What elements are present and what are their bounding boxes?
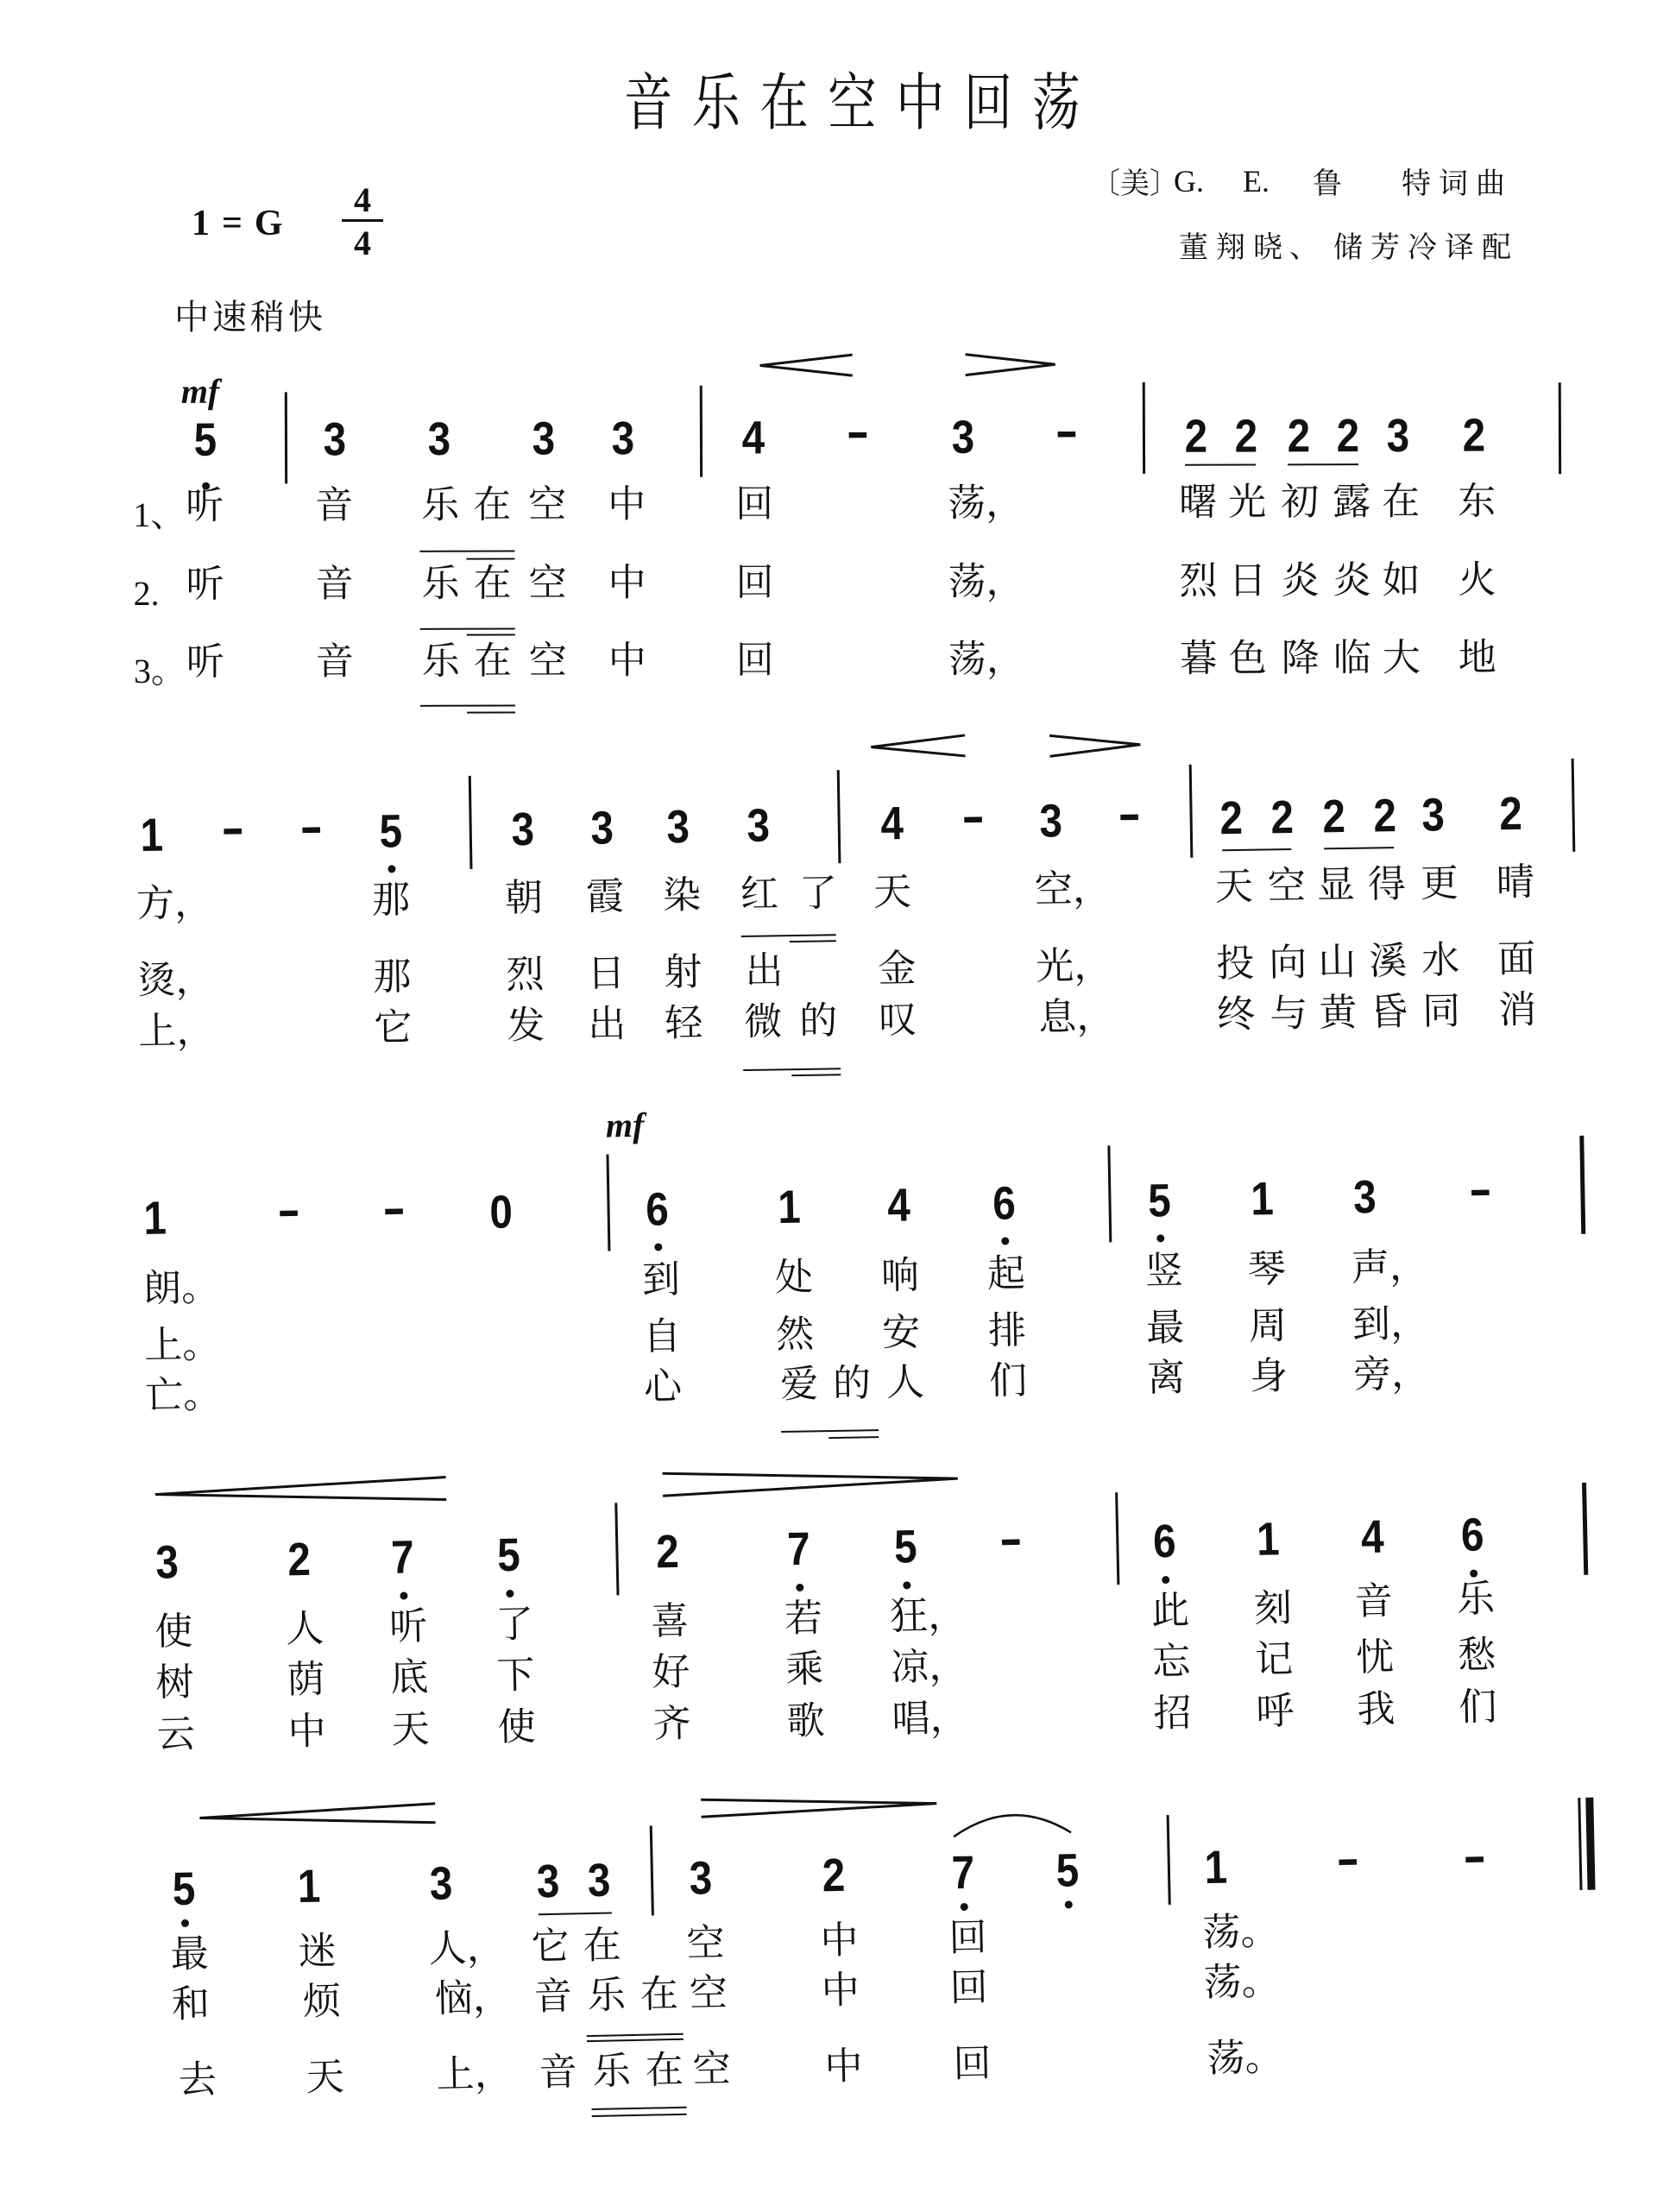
verse-number: 3。 — [133, 651, 186, 691]
lyric-syllable: 回 — [735, 638, 774, 683]
lyric-syllable: 那 — [371, 878, 411, 923]
low-octave-dot — [180, 1919, 188, 1926]
note: 3 — [1386, 409, 1410, 462]
lyric-syllable: 处 — [774, 1255, 814, 1301]
lyric-syllable: 霞 — [585, 874, 625, 919]
lyric-syllable: 了 — [495, 1602, 534, 1648]
lyric-syllable: 安 — [881, 1310, 921, 1355]
lyric-syllable: 乐 — [1456, 1577, 1496, 1623]
lyric-syllable: 它 — [531, 1924, 570, 1969]
lyric-syllable: 荡， — [948, 559, 1024, 604]
verse-number: 1、 — [133, 495, 186, 535]
lyric-syllable: 此 — [1150, 1588, 1190, 1634]
lyric-syllable: 招 — [1152, 1691, 1193, 1736]
lyric-syllable: 空， — [1034, 867, 1112, 912]
low-octave-dot — [960, 1902, 967, 1910]
note: 3 — [429, 1857, 453, 1910]
lyric-syllable: 响 — [880, 1253, 920, 1298]
lyric-syllable: 到 — [641, 1257, 681, 1302]
lyric-syllable: 中 — [608, 638, 646, 684]
lyric-syllable: 齐 — [652, 1701, 692, 1747]
lyric-syllable: 刻 — [1253, 1586, 1293, 1631]
note: 2 — [1287, 410, 1311, 463]
lyric-syllable: 回 — [949, 1965, 989, 2011]
lyric-syllable: 乐在 — [421, 482, 526, 527]
lyric-syllable: 底 — [389, 1654, 429, 1700]
lyric-syllable: 红了 — [740, 870, 859, 917]
lyric-syllable: 声， — [1351, 1244, 1428, 1290]
lyric-syllable: 心 — [643, 1364, 683, 1409]
rest: 0 — [488, 1186, 513, 1238]
lyric-syllable: 烦 — [302, 1979, 342, 2025]
dynamic-mark: mf — [180, 371, 220, 411]
lyric-syllable: 金 — [877, 946, 917, 992]
lyric-syllable: 上。 — [143, 1322, 221, 1368]
lyric-syllable: 们 — [1458, 1685, 1497, 1730]
lyric-syllable: 荫 — [286, 1657, 326, 1703]
note: 5 — [193, 413, 217, 466]
lyric-syllable: 乐在 — [421, 639, 526, 684]
translator-name: 储芳冷 — [1333, 230, 1445, 265]
dash-extension: - — [961, 790, 986, 843]
lyric-syllable: 溪 — [1368, 938, 1408, 984]
note: 7 — [786, 1522, 811, 1576]
lyric-syllable: 狂， — [889, 1592, 967, 1639]
note: 3 — [587, 1854, 611, 1907]
lyric-syllable: 最 — [1145, 1305, 1185, 1351]
lyric-syllable: 若 — [784, 1596, 823, 1642]
lyric-syllable: 炎 — [1333, 558, 1371, 603]
lyric-syllable: 起 — [986, 1251, 1026, 1296]
lyric-syllable: 方， — [135, 880, 213, 927]
lyric-syllable: 树 — [154, 1660, 195, 1705]
lyric-syllable: 乐在 — [421, 561, 526, 606]
dash-extension: - — [999, 1512, 1024, 1566]
lyric-syllable: 记 — [1254, 1637, 1294, 1682]
credit-nationality: 〔美〕 — [1091, 167, 1179, 201]
lyric-syllable: 初 — [1281, 480, 1320, 525]
note: 6 — [992, 1177, 1017, 1230]
dash-extension: - — [381, 1182, 406, 1235]
lyric-syllable: 人 — [885, 1360, 925, 1405]
note: 2 — [822, 1849, 846, 1902]
lyric-syllable: 暮 — [1179, 636, 1218, 681]
lyric-syllable: 朝 — [504, 875, 544, 921]
credit-initial: G. — [1174, 164, 1204, 199]
lyric-syllable: 竖 — [1144, 1248, 1184, 1294]
lyric-syllable: 然 — [775, 1312, 815, 1358]
lyric-syllable: 如 — [1382, 558, 1421, 602]
lyric-syllable: 听 — [186, 562, 224, 607]
note: 3 — [666, 800, 690, 854]
lyric-syllable: 中 — [821, 1968, 860, 2013]
lyric-syllable: 中 — [608, 560, 646, 606]
lyric-syllable: 露 — [1333, 480, 1371, 525]
lyric-syllable: 终 — [1216, 992, 1256, 1037]
note: 2 — [1234, 410, 1258, 463]
lyric-syllable: 空 — [528, 639, 567, 684]
lyric-syllable: 与 — [1269, 991, 1308, 1037]
lyric-syllable: 离 — [1146, 1355, 1186, 1401]
lyric-syllable: 东 — [1458, 479, 1496, 524]
note: 2 — [1321, 791, 1346, 843]
lyric-syllable: 最 — [170, 1932, 210, 1977]
tempo-marking: 中速稍快 — [174, 298, 326, 337]
lyric-syllable: 中 — [287, 1709, 327, 1755]
lyric-syllable: 周 — [1248, 1303, 1288, 1349]
lyric-syllable: 天 — [873, 869, 912, 915]
lyric-syllable: 向 — [1268, 940, 1307, 986]
lyric-syllable: 中 — [608, 482, 646, 527]
lyric-syllable: 烫， — [137, 957, 214, 1004]
lyric-syllable: 听 — [186, 483, 224, 528]
lyric-syllable: 乐在 — [592, 2047, 699, 2095]
lyric-syllable: 黄 — [1318, 990, 1358, 1036]
lyric-syllable: 听 — [388, 1604, 428, 1649]
note: 6 — [1152, 1515, 1177, 1568]
note: 7 — [390, 1531, 415, 1584]
note: 1 — [140, 809, 164, 861]
note: 3 — [532, 413, 556, 465]
dash-extension: - — [276, 1183, 301, 1237]
lyric-syllable: 亡。 — [144, 1372, 222, 1418]
note: 3 — [689, 1852, 713, 1905]
note: 2 — [655, 1525, 680, 1579]
decrescendo-hairpin — [701, 1795, 936, 1818]
lyric-syllable: 空 — [528, 561, 567, 606]
lyric-syllable: 临 — [1333, 636, 1371, 681]
lyric-syllable: 更 — [1420, 860, 1459, 906]
lyric-syllable: 使 — [154, 1609, 193, 1654]
lyric-syllable: 排 — [987, 1308, 1027, 1353]
note: 4 — [741, 412, 765, 464]
lyric-syllable: 回 — [735, 560, 774, 605]
credit-surname-part: 鲁 — [1313, 167, 1342, 201]
note: 3 — [1421, 789, 1446, 841]
low-octave-dot — [1064, 1900, 1072, 1908]
lyric-syllable: 爱的 — [779, 1360, 886, 1408]
lyric-syllable: 恼， — [434, 1975, 512, 2021]
lyric-syllable: 地 — [1458, 635, 1496, 680]
lyric-syllable: 回 — [953, 2041, 992, 2087]
note: 1 — [297, 1860, 321, 1913]
lyric-syllable: 色 — [1228, 636, 1267, 681]
lyric-syllable: 回 — [735, 482, 774, 526]
note: 6 — [1460, 1509, 1485, 1561]
lyric-syllable: 昏 — [1369, 989, 1408, 1035]
key-signature: 1=G — [192, 204, 295, 243]
lyric-syllable: 晴 — [1496, 860, 1535, 905]
note: 3 — [323, 413, 347, 466]
lyric-syllable: 射 — [663, 949, 702, 995]
lyric-syllable: 降 — [1281, 636, 1320, 681]
translator-separator: 、 — [1289, 230, 1319, 265]
lyric-syllable: 投 — [1215, 941, 1255, 986]
credit-surname-part: 特 — [1402, 167, 1431, 201]
lyric-syllable: 荡， — [948, 637, 1024, 682]
lyric-syllable: 中 — [824, 2044, 864, 2089]
lyric-syllable: 忘 — [1151, 1639, 1191, 1685]
time-signature-denominator: 4 — [354, 224, 371, 262]
lyric-syllable: 光， — [1035, 943, 1112, 989]
note: 5 — [496, 1528, 521, 1582]
note: 2 — [1462, 409, 1486, 462]
note: 3 — [511, 803, 535, 856]
lyric-syllable: 荡。 — [1201, 1909, 1279, 1956]
lyric-syllable: 回 — [948, 1915, 988, 1961]
note: 1 — [1256, 1513, 1281, 1566]
note: 5 — [172, 1862, 196, 1916]
lyric-syllable: 身 — [1249, 1353, 1288, 1399]
lyric-syllable: 空 — [692, 2046, 732, 2092]
lyric-syllable: 和 — [171, 1982, 211, 2027]
credit-role-words-music: 词曲 — [1439, 167, 1513, 201]
lyric-syllable: 消 — [1497, 987, 1537, 1033]
note: 2 — [1219, 791, 1244, 845]
dash-extension: - — [1335, 1832, 1360, 1885]
lyric-syllable: 日 — [1228, 558, 1267, 603]
lyric-syllable: 叹 — [878, 997, 917, 1043]
lyric-syllable: 烈 — [1179, 558, 1218, 603]
lyric-syllable: 荡， — [948, 481, 1024, 526]
lyric-syllable: 云 — [156, 1711, 196, 1757]
dash-extension: - — [1468, 1163, 1493, 1216]
lyric-syllable: 火 — [1458, 558, 1496, 602]
lyric-syllable: 荡。 — [1206, 2035, 1284, 2082]
lyric-syllable: 我 — [1356, 1686, 1396, 1732]
note: 3 — [747, 799, 771, 852]
verse-number: 2. — [133, 573, 160, 614]
lyric-syllable: 出 — [744, 948, 784, 993]
time-signature-numerator: 4 — [354, 180, 371, 219]
lyric-syllable: 去 — [178, 2058, 217, 2103]
lyric-syllable: 好 — [651, 1649, 690, 1695]
lyric-syllable: 们 — [988, 1358, 1028, 1403]
lyric-syllable: 息， — [1037, 994, 1115, 1040]
note: 3 — [590, 802, 614, 854]
lyric-syllable: 光 — [1228, 480, 1267, 525]
lyric-syllable: 它 — [373, 1005, 413, 1050]
lyric-syllable: 乐在 — [587, 1971, 694, 2019]
lyric-syllable: 面 — [1496, 936, 1536, 982]
credit-initial: E. — [1243, 164, 1270, 199]
note: 5 — [1055, 1844, 1080, 1897]
lyric-syllable: 音 — [1354, 1579, 1394, 1624]
lyric-syllable: 音 — [315, 483, 354, 528]
lyric-syllable: 音 — [539, 2050, 578, 2095]
lyric-syllable: 音 — [315, 640, 354, 684]
lyric-syllable: 愁 — [1457, 1633, 1496, 1678]
note: 4 — [886, 1179, 911, 1232]
note: 3 — [611, 412, 635, 465]
lyric-syllable: 微的 — [743, 998, 855, 1044]
lyric-syllable: 人 — [285, 1606, 324, 1652]
lyric-syllable: 琴 — [1247, 1246, 1287, 1292]
lyric-syllable: 曙 — [1179, 480, 1218, 525]
dash-extension: - — [220, 802, 245, 854]
lyric-syllable: 朗。 — [142, 1265, 220, 1311]
lyric-syllable: 乘 — [784, 1647, 824, 1692]
lyric-syllable: 那 — [373, 955, 412, 999]
lyric-syllable: 天 — [391, 1706, 431, 1752]
lyric-syllable: 到， — [1351, 1301, 1429, 1347]
lyric-syllable: 人， — [428, 1925, 506, 1971]
note: 2 — [1270, 791, 1295, 844]
dash-extension: - — [846, 406, 870, 458]
lyric-syllable: 大 — [1382, 635, 1421, 680]
lyric-syllable: 呼 — [1255, 1688, 1295, 1734]
note: 1 — [142, 1192, 167, 1245]
lyric-syllable: 音 — [533, 1974, 573, 2020]
lyric-syllable: 下 — [495, 1653, 535, 1698]
note: 1 — [1204, 1841, 1228, 1894]
lyric-syllable: 发 — [506, 1003, 545, 1049]
note: 4 — [880, 797, 904, 850]
note: 3 — [427, 413, 451, 465]
lyric-syllable: 听 — [186, 640, 224, 684]
note: 2 — [1336, 410, 1360, 463]
lyric-syllable: 轻 — [664, 1000, 703, 1046]
lyric-syllable: 出 — [587, 1002, 627, 1047]
slur — [954, 1814, 1071, 1837]
note: 3 — [951, 411, 975, 463]
lyric-syllable: 旁， — [1352, 1351, 1430, 1397]
note: 5 — [1147, 1175, 1172, 1227]
dash-extension: - — [1117, 787, 1142, 841]
note: 5 — [893, 1521, 918, 1573]
lyric-syllable: 荡。 — [1203, 1959, 1281, 2006]
lyric-syllable: 天 — [306, 2055, 345, 2100]
note: 3 — [536, 1855, 560, 1908]
note: 3 — [1352, 1170, 1377, 1224]
crescendo-hairpin — [199, 1804, 435, 1828]
lyric-syllable: 显 — [1316, 862, 1356, 908]
lyric-syllable: 上， — [137, 1008, 215, 1055]
dash-extension: - — [299, 800, 324, 854]
lyric-syllable: 在 — [1382, 479, 1421, 524]
note: 2 — [1184, 410, 1208, 463]
lyric-syllable: 空 — [689, 1970, 728, 2016]
dash-extension: - — [1055, 405, 1079, 457]
note: 2 — [1498, 787, 1523, 841]
lyric-syllable: 喜 — [650, 1598, 690, 1644]
dash-extension: - — [1462, 1830, 1487, 1882]
note: 2 — [287, 1533, 312, 1586]
lyric-syllable: 中 — [820, 1918, 860, 1963]
credit-role-translation: 译配 — [1445, 230, 1519, 265]
lyric-syllable: 同 — [1421, 988, 1461, 1034]
note: 3 — [154, 1536, 180, 1589]
lyric-syllable: 上， — [436, 2051, 513, 2097]
lyric-syllable: 染 — [662, 873, 702, 918]
lyric-syllable: 空 — [528, 482, 567, 527]
lyric-syllable: 山 — [1317, 939, 1357, 985]
lyric-syllable: 在 — [583, 1923, 622, 1969]
lyric-syllable: 忧 — [1355, 1635, 1395, 1680]
lyric-syllable: 自 — [642, 1314, 682, 1359]
lyric-syllable: 水 — [1421, 937, 1460, 983]
lyric-syllable: 歌 — [786, 1698, 826, 1744]
lyric-syllable: 日 — [586, 951, 626, 996]
lyric-syllable: 音 — [315, 562, 354, 607]
lyric-syllable: 空 — [686, 1920, 726, 1966]
note: 3 — [1038, 795, 1063, 848]
lyric-syllable: 迷 — [298, 1929, 337, 1975]
lyric-syllable: 空 — [1267, 863, 1307, 909]
note: 5 — [379, 805, 403, 858]
note: 1 — [1250, 1173, 1275, 1226]
song-title: 音乐在空中回荡 — [624, 66, 1100, 139]
note: 4 — [1360, 1510, 1385, 1564]
note: 7 — [951, 1846, 975, 1900]
lyric-syllable: 得 — [1367, 861, 1407, 907]
note: 6 — [645, 1183, 670, 1236]
lyric-syllable: 唱， — [892, 1695, 969, 1742]
lyric-syllable: 烈 — [506, 952, 545, 998]
note: 2 — [1372, 790, 1397, 842]
lyric-syllable: 使 — [497, 1705, 537, 1750]
note: 1 — [777, 1181, 802, 1234]
lyric-syllable: 炎 — [1281, 558, 1320, 603]
dynamic-mark: mf — [605, 1105, 645, 1145]
lyric-syllable: 天 — [1214, 864, 1254, 910]
lyric-syllable: 凉， — [890, 1643, 967, 1690]
translator-name: 董翔晓 — [1179, 230, 1290, 265]
